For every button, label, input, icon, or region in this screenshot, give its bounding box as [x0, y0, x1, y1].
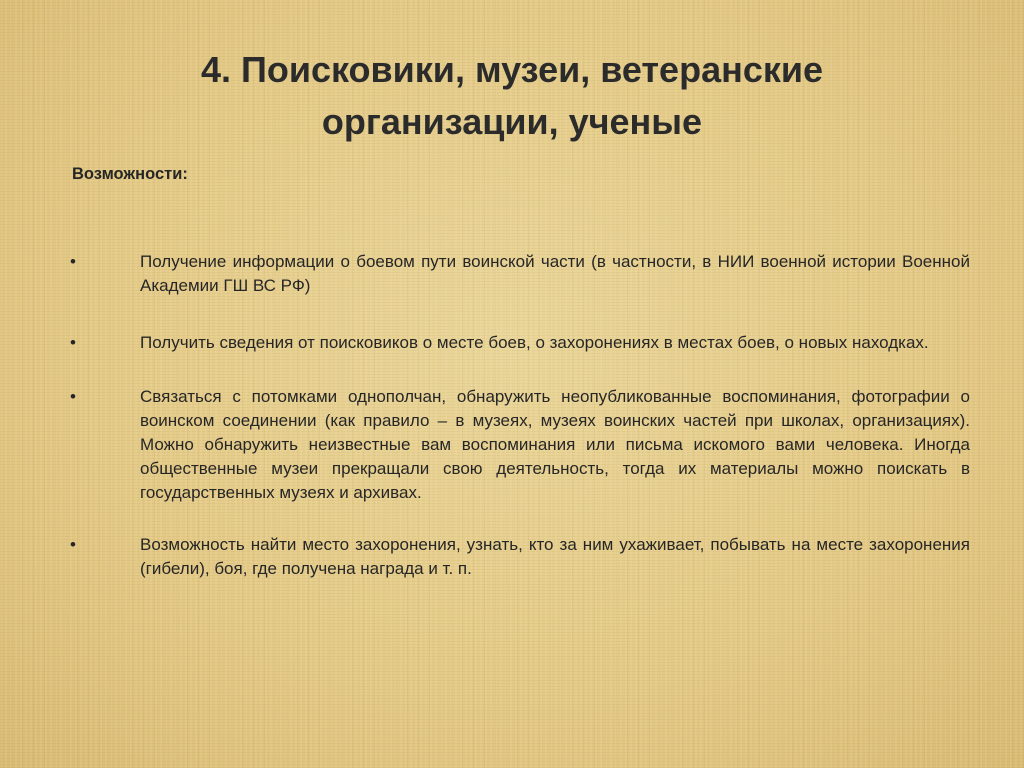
slide-title [60, 44, 964, 148]
bullet-text: Возможность найти место захоронения, узнать, кто за ним ухаживает, побывать на месте захоронения (гибели), боя, где получена награда и т. п. [140, 535, 970, 578]
section-subheading: Возможности: [72, 165, 188, 183]
bullet-item [70, 385, 974, 505]
bullet-icon: • [70, 252, 76, 271]
slide-title-line-2: организации, ученые [321, 101, 703, 142]
bullet-text: Связаться с потомками однополчан, обнаружить неопубликованные воспоминания, фотографии о воинском соединении (как правило – в музеях, музеях воинских частей при школах, организациях). Можно обнаружить неизвестные вам воспоминания или письма искомого вами человека. Иногда общественные музеи прекращали свою деятельность, тогда их материалы можно поискать в государственных музеях и архивах. [140, 387, 970, 502]
bullet-icon: • [70, 333, 76, 352]
bullet-icon: • [70, 535, 76, 554]
bullet-list [70, 250, 974, 581]
bullet-icon: • [70, 387, 76, 406]
bullet-item [70, 331, 974, 355]
bullet-text: Получение информации о боевом пути воинской части (в частности, в НИИ военной истории Военной Академии ГШ ВС РФ) [140, 252, 970, 295]
bullet-item [70, 533, 974, 581]
bullet-text: Получить сведения от поисковиков о месте боев, о захоронениях в местах боев, о новых находках. [140, 333, 929, 352]
bullet-item [70, 250, 974, 298]
slide-title-line-1: 4. Поисковики, музеи, ветеранские [200, 49, 824, 90]
